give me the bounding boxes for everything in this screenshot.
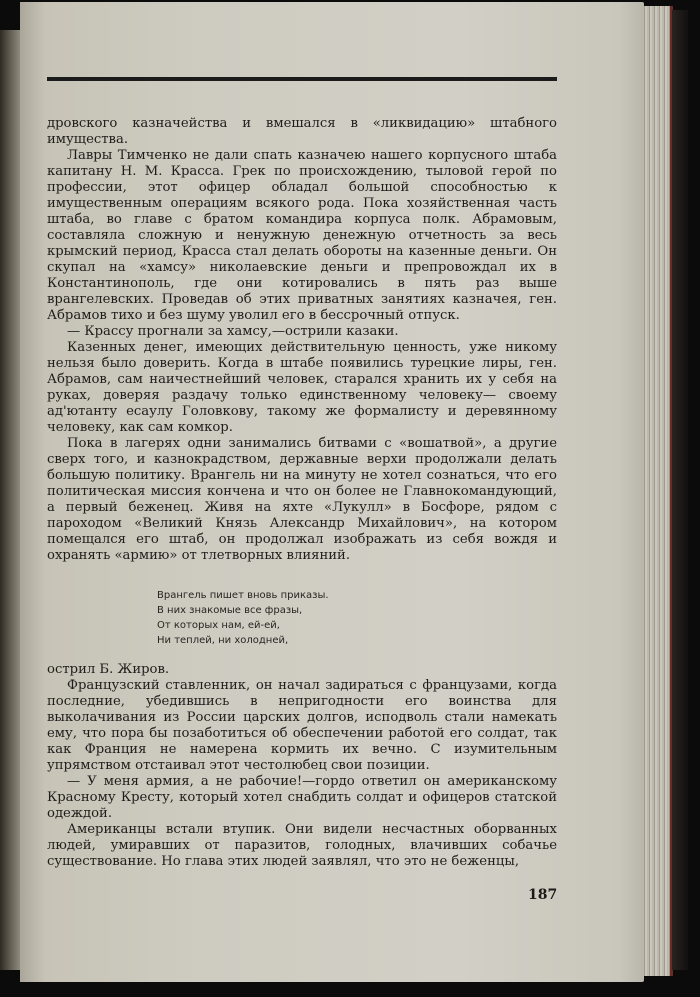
poem-line: В них знакомые все фразы,	[157, 605, 303, 616]
poem-line: От которых нам, ей-ей,	[157, 620, 280, 631]
paragraph: — Крассу прогнали за хамсу,—острили казаки.	[67, 324, 399, 339]
paragraphs-after-poem	[47, 662, 557, 870]
paragraph: Французский ставленник, он начал задираться с французами, когда последние, убедившись в непригодности его воинства для выколачивания из России царских долгов, исподволь стали намекать ему, что пора бы позаботиться об обеспечении работой его солдат, так как Франция не намерена кормить их вечно. С изумительным упрямством отстаивал этот честолюбец свои позиции.	[47, 678, 557, 773]
book-cover-edge	[672, 10, 688, 970]
page-number: 187	[528, 887, 558, 903]
header-rule	[47, 77, 557, 81]
paragraph: Казенных денег, имеющих действительную ценность, уже никому нельзя было доверить. Когда в штабе появились турецкие лиры, ген. Абрамов, сам наичестнейший человек, старался хранить их у себя на руках, доверяя раздачу только единственному человеку— своему ад'ютанту есаулу Головкову, такому же формалисту и деревянному человеку, как сам комкор.	[47, 340, 557, 435]
paragraph: — У меня армия, а не рабочие!—гордо ответил он американскому Красному Кресту, который хотел снабдить солдат и офицеров статской одеждой.	[47, 774, 557, 821]
paragraph: Американцы встали втупик. Они видели несчастных оборванных людей, умиравших от паразитов, голодных, влачивших собачье существование. Но глава этих людей заявлял, что это не беженцы,	[47, 822, 557, 869]
page-text	[47, 116, 557, 870]
poem-quote	[157, 588, 557, 648]
previous-page-edge	[0, 30, 20, 970]
paragraph: Лавры Тимченко не дали спать казначею нашего корпусного штаба капитану Н. М. Красса. Грек по происхождению, тыловой герой по профессии, этот офицер обладал большой способностью к имущественным операциям всякого рода. Пока хозяйственная часть штаба, во главе с братом командира корпуса полк. Абрамовым, составляла сложную и ненужную денежную отчетность за весь крымский период, Красса стал делать обороты на казенные деньги. Он скупал на «хамсу» николаевские деньги и препровождал их в Константинополь, где они котировались в пять раз выше врангелевских. Проведав об этих приватных занятиях казначея, ген. Абрамов тихо и без шуму уволил его в бессрочный отпуск.	[47, 148, 557, 323]
book-page-edges	[642, 6, 673, 976]
paragraphs-before-poem	[47, 116, 557, 564]
poem-line: Врангель пишет вновь приказы.	[157, 590, 329, 601]
paragraph: Пока в лагерях одни занимались битвами с «вошатвой», а другие сверх того, и казнокрадством, державные верхи продолжали делать большую политику. Врангель ни на минуту не хотел сознаться, что его политическая миссия кончена и что он более не Главнокомандующий, а первый беженец. Живя на яхте «Лукулл» в Босфоре, рядом с пароходом «Великий Князь Александр Михайлович», на котором помещался его штаб, он продолжал изображать из себя вождя и охранять «армию» от тлетворных влияний.	[47, 436, 557, 563]
paragraph: дровского казначейства и вмешался в «ликвидацию» штабного имущества.	[47, 116, 557, 147]
paragraph: острил Б. Жиров.	[47, 662, 170, 677]
poem-line: Ни теплей, ни холодней,	[157, 635, 289, 646]
